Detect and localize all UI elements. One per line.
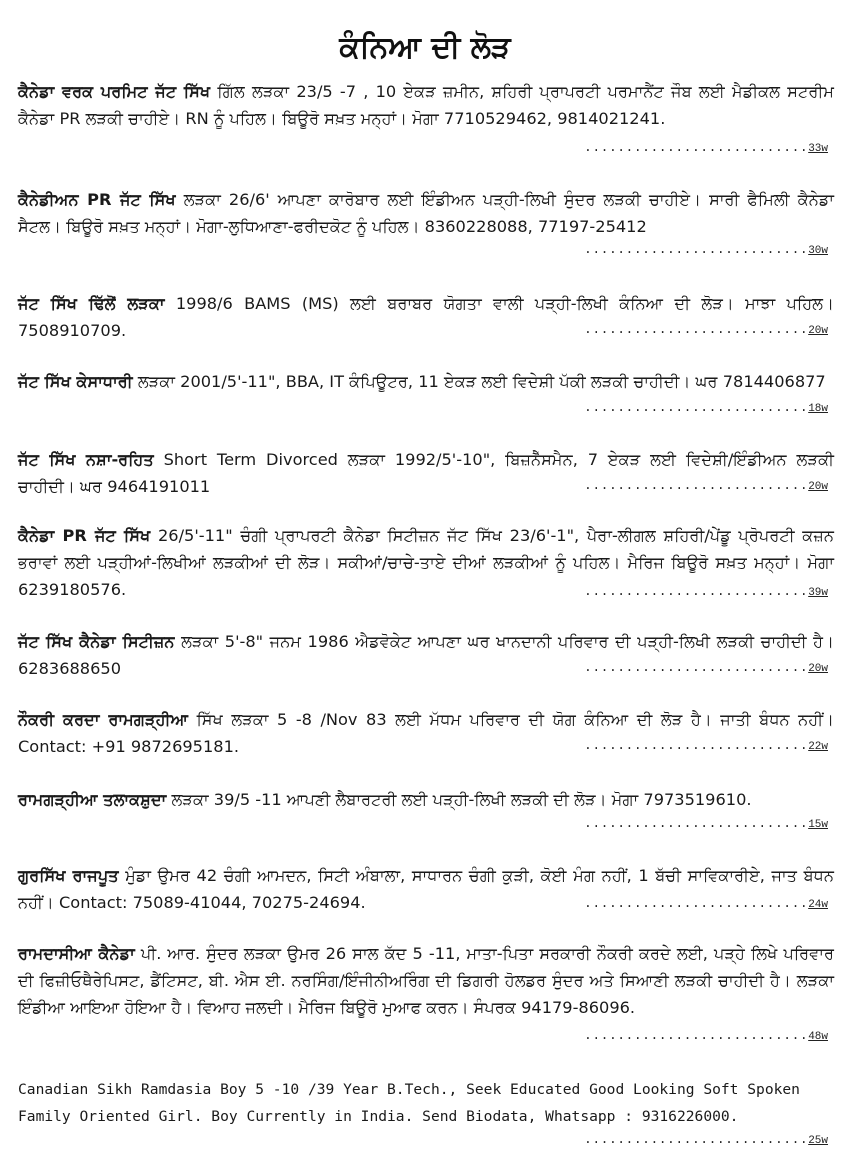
ad-code-value: 25w [808, 1135, 828, 1147]
english-ad-code [584, 1132, 828, 1147]
ad-code-value: 15w [808, 819, 828, 831]
ad-lead: ਗੁਰਸਿੱਖ ਰਾਜਪੂਤ [18, 866, 119, 885]
ad-lead: ਕੈਨੇਡੀਅਨ PR ਜੱਟ ਸਿੱਖ [18, 190, 176, 209]
ad-body: ਮੁੰਡਾ ਉਮਰ 42 ਚੰਗੀ ਆਮਦਨ, ਸਿਟੀ ਅੰਬਾਲਾ, ਸਾਧਾਰਨ ਚੰਗੀ ਕੁੜੀ, ਕੋਈ ਮੰਗ ਨਹੀਂ, 1 ਬੱਚੀ ਸਾਵਿਕਾਰੀਏ, ਜਾਤ ਬੰਧਨ ਨਹੀਂ। Contact: 75089-41044, 70275-24694. [18, 866, 835, 912]
ad-code-9 [584, 816, 828, 831]
page-title: ਕੰਨਿਆ ਦੀ ਲੋੜ [339, 30, 511, 65]
dots: ........................... [584, 816, 809, 831]
english-ad: Canadian Sikh Ramdasia Boy 5 -10 /39 Year B.Tech., Seek Educated Good Looking Soft Spoken Family Oriented Girl. Boy Currently in India. Send Biodata, Whatsapp : 9316226000. [18, 1081, 800, 1125]
ad-code-value: 30w [808, 245, 828, 257]
ad-code-1 [584, 140, 828, 155]
dots: ........................... [584, 242, 809, 257]
ad-code-6 [584, 584, 828, 599]
ad-code-value: 33w [808, 143, 828, 155]
ad-code-value: 24w [808, 899, 828, 911]
ad-1 [18, 78, 834, 132]
ad-lead: ਜੱਟ ਸਿੱਖ ਕੇਸਾਧਾਰੀ [18, 372, 133, 391]
ad-lead: ਜੱਟ ਸਿੱਖ ਨਸ਼ਾ-ਰਹਿਤ [18, 450, 154, 469]
ad-code-value: 39w [808, 587, 828, 599]
ad-code-7 [584, 660, 828, 675]
ad-lead: ਨੌਕਰੀ ਕਰਦਾ ਰਾਮਗੜ੍ਹੀਆ [18, 710, 189, 729]
ad-code-8 [584, 738, 828, 753]
ad-code-value: 48w [808, 1031, 828, 1043]
ad-2 [18, 186, 834, 240]
ad-code-value: 22w [808, 741, 828, 753]
ad-body: 26/5'-11" ਚੰਗੀ ਪ੍ਰਾਪਰਟੀ ਕੈਨੇਡਾ ਸਿਟੀਜ਼ਨ ਜੱਟ ਸਿੱਖ 23/6'-1", ਪੈਰਾ-ਲੀਗਲ ਸ਼ਹਿਰੀ/ਪੇਂਡੂ ਪ੍ਰੋਪਰਟੀ ਕਜ਼ਨ ਭਰਾਵਾਂ ਲਈ ਪੜ੍ਹੀਆਂ-ਲਿਖੀਆਂ ਲੜਕੀਆਂ ਦੀ ਲੋੜ। ਸਕੀਆਂ/ਚਾਚੇ-ਤਾਏ ਦੀਆਂ ਲੜਕੀਆਂ ਨੂੰ ਪਹਿਲ। ਮੈਰਿਜ ਬਿਊਰੋ ਸਖ਼ਤ ਮਨ੍ਹਾਂ। ਮੋਗਾ 6239180576. [18, 526, 834, 599]
dots: ........................... [584, 738, 809, 753]
ad-code-10 [584, 896, 828, 911]
ad-body: Short Term Divorced ਲੜਕਾ 1992/5'-10", ਬਿਜ਼ਨੈੱਸਮੈਨ, 7 ਏਕੜ ਲਈ ਵਿਦੇਸ਼ੀ/ਇੰਡੀਅਨ ਲੜਕੀ ਚਾਹੀਦੀ। ਘਰ 9464191011 [18, 450, 834, 496]
ad-lead: ਰਾਮਦਾਸੀਆ ਕੈਨੇਡਾ [18, 944, 135, 963]
dots: ........................... [584, 478, 809, 493]
ad-body: ਗਿੱਲ ਲੜਕਾ 23/5 -7 , 10 ਏਕੜ ਜ਼ਮੀਨ, ਸ਼ਹਿਰੀ ਪ੍ਰਾਪਰਟੀ ਪਰਮਾਨੈਂਟ ਜੌਬ ਲਈ ਮੈਡੀਕਲ ਸਟਰੀਮ ਕੈਨੇਡਾ PR ਲੜਕੀ ਚਾਹੀਏ। RN ਨੂੰ ਪਹਿਲ। ਬਿਊਰੋ ਸਖ਼ਤ ਮਨ੍ਹਾਂ। ਮੋਗਾ 7710529462, 9814021241. [18, 82, 834, 128]
dots: ........................... [584, 660, 809, 675]
ad-code-11 [584, 1028, 828, 1043]
ad-body: ਪੀ. ਆਰ. ਸੁੰਦਰ ਲੜਕਾ ਉਮਰ 26 ਸਾਲ ਕੱਦ 5 -11, ਮਾਤਾ-ਪਿਤਾ ਸਰਕਾਰੀ ਨੌਕਰੀ ਕਰਦੇ ਲਈ, ਪੜ੍ਹੇ ਲਿਖੇ ਪਰਿਵਾਰ ਦੀ ਫਿਜ਼ੀਓਥੈਰੇਪਿਸਟ, ਡੈਂਟਿਸਟ, ਬੀ. ਐਸ ਈ. ਨਰਸਿੰਗ/ਇੰਜੀਨੀਅਰਿੰਗ ਦੀ ਡਿਗਰੀ ਹੋਲਡਰ ਸੁੰਦਰ ਅਤੇ ਸਿਆਣੀ ਲੜਕੀ ਚਾਹੀਦੀ ਹੈ। ਲੜਕਾ ਇੰਡੀਆ ਆਇਆ ਹੋਇਆ ਹੈ। ਵਿਆਹ ਜਲਦੀ। ਮੈਰਿਜ ਬਿਊਰੋ ਮੁਆਫ ਕਰਨ। ਸੰਪਰਕ 94179-86096. [18, 944, 835, 1017]
ad-code-value: 20w [808, 481, 828, 493]
ad-11 [18, 940, 834, 1021]
ad-lead: ਜੱਟ ਸਿੱਖ ਕੈਨੇਡਾ ਸਿਟੀਜ਼ਨ [18, 632, 175, 651]
ad-body: ਲੜਕਾ 2001/5'-11", BBA, IT ਕੰਪਿਊਟਰ, 11 ਏਕੜ ਲਈ ਵਿਦੇਸ਼ੀ ਪੱਕੀ ਲੜਕੀ ਚਾਹੀਦੀ। ਘਰ 7814406877 [132, 372, 826, 391]
dots: ........................... [584, 322, 809, 337]
ad-4 [18, 368, 834, 395]
ad-lead: ਰਾਮਗੜ੍ਹੀਆ ਤਲਾਕਸ਼ੁਦਾ [18, 790, 167, 809]
ad-code-4 [584, 400, 828, 415]
dots: ........................... [584, 896, 809, 911]
dots: ........................... [584, 1132, 809, 1147]
ad-code-3 [584, 322, 828, 337]
dots: ........................... [584, 1028, 809, 1043]
ad-body: ਲੜਕਾ 26/6' ਆਪਣਾ ਕਾਰੋਬਾਰ ਲਈ ਇੰਡੀਅਨ ਪੜ੍ਹੀ-ਲਿਖੀ ਸੁੰਦਰ ਲੜਕੀ ਚਾਹੀਏ। ਸਾਰੀ ਫੈਮਿਲੀ ਕੈਨੇਡਾ ਸੈਟਲ। ਬਿਊਰੋ ਸਖ਼ਤ ਮਨ੍ਹਾਂ। ਮੋਗਾ-ਲੁਧਿਆਣਾ-ਫਰੀਦਕੋਟ ਨੂੰ ਪਹਿਲ। 8360228088, 77197-25412 [18, 190, 834, 236]
ad-lead: ਕੈਨੇਡਾ PR ਜੱਟ ਸਿੱਖ [18, 526, 151, 545]
ad-body: 1998/6 BAMS (MS) ਲਈ ਬਰਾਬਰ ਯੋਗਤਾ ਵਾਲੀ ਪੜ੍ਹੀ-ਲਿਖੀ ਕੰਨਿਆ ਦੀ ਲੋੜ। ਮਾਝਾ ਪਹਿਲ। 7508910709. [18, 294, 834, 340]
ad-lead: ਜੱਟ ਸਿੱਖ ਢਿੱਲੋਂ ਲੜਕਾ [18, 294, 165, 313]
dots: ........................... [584, 140, 809, 155]
dots: ........................... [584, 400, 809, 415]
ad-lead: ਕੈਨੇਡਾ ਵਰਕ ਪਰਮਿਟ ਜੱਟ ਸਿੱਖ [18, 82, 211, 101]
ad-code-value: 18w [808, 403, 828, 415]
ad-code-value: 20w [808, 663, 828, 675]
dots: ........................... [584, 584, 809, 599]
ad-body: ਲੜਕਾ 39/5 -11 ਆਪਣੀ ਲੈਬਾਰਟਰੀ ਲਈ ਪੜ੍ਹੀ-ਲਿਖੀ ਲੜਕੀ ਦੀ ਲੋੜ। ਮੋਗਾ 7973519610. [166, 790, 752, 809]
ad-code-value: 20w [808, 325, 828, 337]
ad-9 [18, 786, 834, 813]
ad-body: ਸਿੱਖ ਲੜਕਾ 5 -8 /Nov 83 ਲਈ ਮੱਧਮ ਪਰਿਵਾਰ ਦੀ ਯੋਗ ਕੰਨਿਆ ਦੀ ਲੋੜ ਹੈ। ਜਾਤੀ ਬੰਧਨ ਨਹੀਂ। Contact: +91 9872695181. [18, 710, 834, 756]
ad-body: ਲੜਕਾ 5'-8" ਜਨਮ 1986 ਐਡਵੋਕੇਟ ਆਪਣਾ ਘਰ ਖਾਨਦਾਨੀ ਪਰਿਵਾਰ ਦੀ ਪੜ੍ਹੀ-ਲਿਖੀ ਲੜਕੀ ਚਾਹੀਦੀ ਹੈ। 6283688650 [18, 632, 834, 678]
ad-code-2 [584, 242, 828, 257]
ad-code-5 [584, 478, 828, 493]
